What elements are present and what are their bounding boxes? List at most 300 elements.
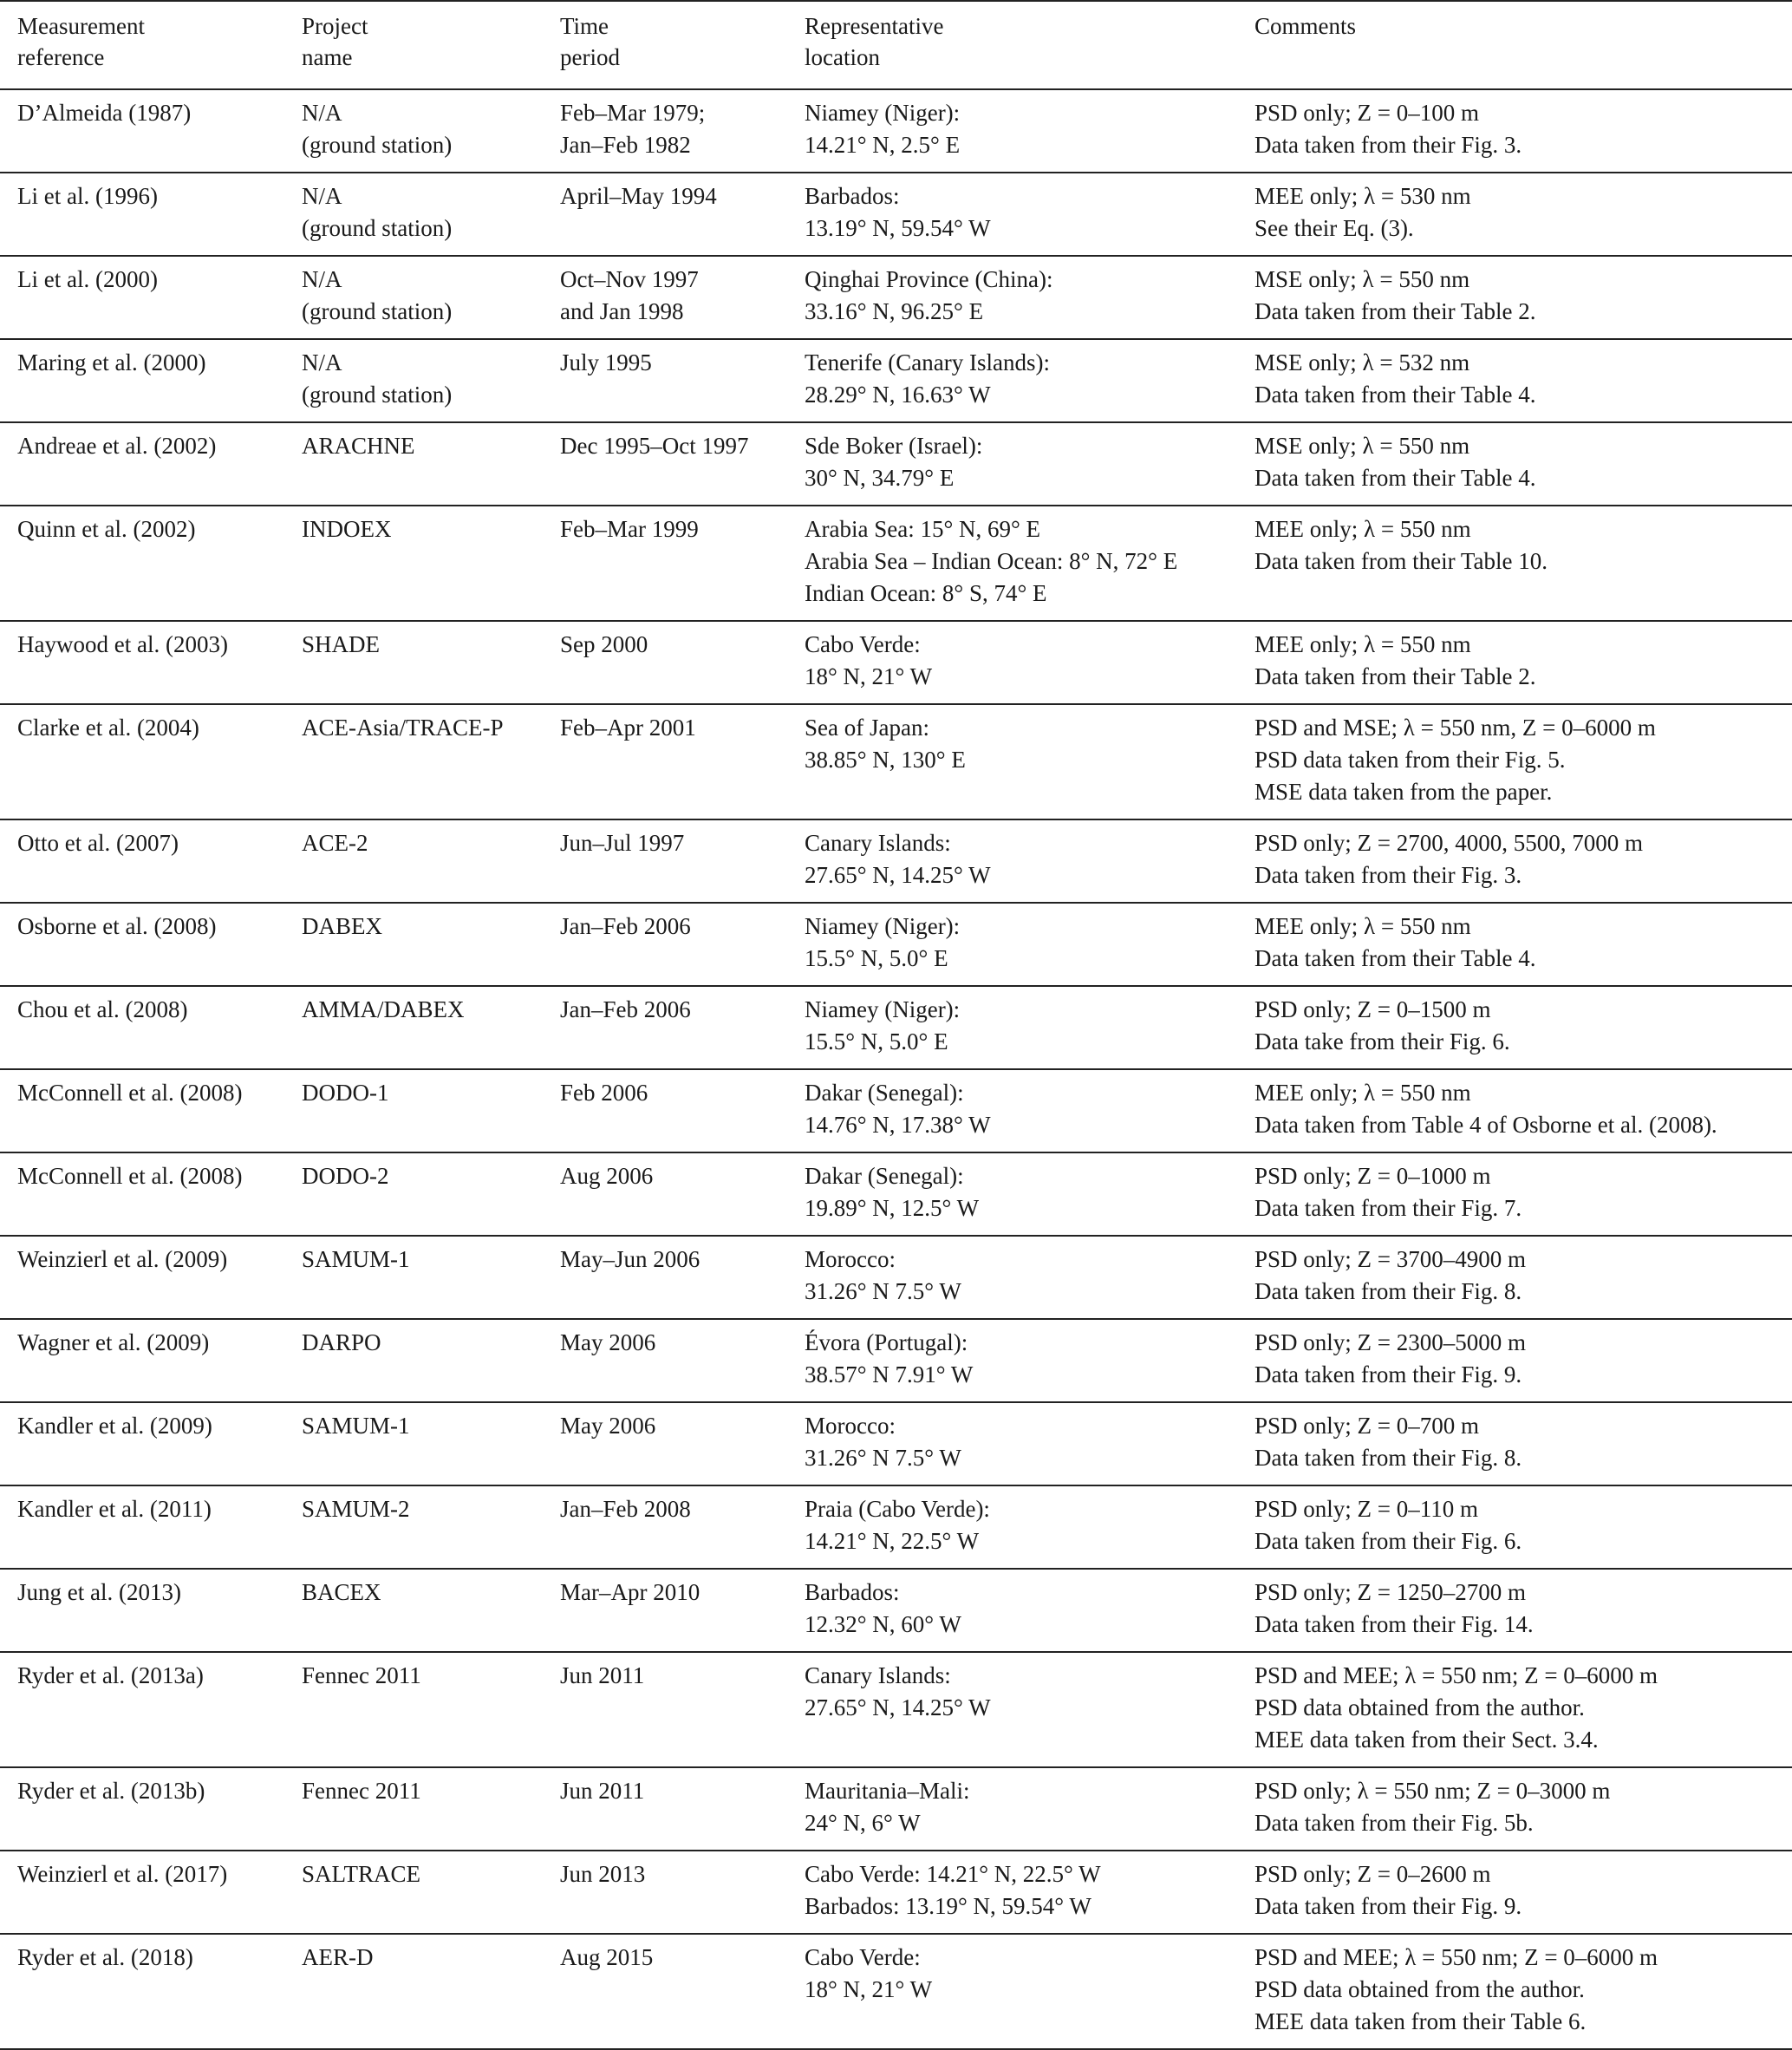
cell-location-line: Niamey (Niger):: [805, 100, 961, 126]
cell-comments: [1237, 704, 1792, 819]
cell-project-name-line: N/A: [302, 100, 342, 126]
cell-time-period-line: Jan–Feb 1982: [560, 132, 691, 158]
cell-project-name: [284, 819, 543, 903]
header-representative-location: [787, 1, 1237, 89]
cell-time-period-line: April–May 1994: [560, 183, 717, 209]
cell-reference-text: Otto et al. (2007): [17, 830, 179, 856]
cell-location: [787, 704, 1237, 819]
table-row: [0, 1319, 1792, 1402]
cell-reference: [0, 1569, 284, 1652]
cell-time-period: [543, 1934, 787, 2049]
cell-comments-line: Data take from their Fig. 6.: [1254, 1028, 1510, 1054]
cell-location-line: 27.65° N, 14.25° W: [805, 1694, 991, 1720]
cell-time-period-line: Jan–Feb 2006: [560, 996, 691, 1022]
header-measurement-reference: [0, 1, 284, 89]
cell-project-name-line: (ground station): [302, 215, 453, 241]
table-row: [0, 1485, 1792, 1569]
cell-comments-line: PSD only; Z = 2700, 4000, 5500, 7000 m: [1254, 830, 1644, 856]
cell-time-period-line: July 1995: [560, 349, 652, 375]
cell-comments-line: MSE only; λ = 550 nm: [1254, 433, 1470, 459]
cell-location-line: 19.89° N, 12.5° W: [805, 1195, 980, 1221]
cell-time-period: [543, 621, 787, 704]
cell-time-period-line: Feb–Mar 1979;: [560, 100, 706, 126]
cell-reference: [0, 1319, 284, 1402]
table-row: [0, 819, 1792, 903]
cell-comments-line: Data taken from their Table 4.: [1254, 465, 1536, 491]
table-row: [0, 1152, 1792, 1236]
cell-reference: [0, 422, 284, 506]
table-row: [0, 1767, 1792, 1851]
cell-time-period: [543, 256, 787, 339]
cell-project-name: [284, 1569, 543, 1652]
cell-project-name: [284, 89, 543, 173]
cell-time-period: [543, 1485, 787, 1569]
cell-time-period: [543, 819, 787, 903]
cell-reference: [0, 173, 284, 256]
cell-project-name-line: SAMUM-1: [302, 1246, 410, 1272]
cell-comments: [1237, 1767, 1792, 1851]
cell-project-name: [284, 506, 543, 621]
cell-location-line: Niamey (Niger):: [805, 996, 961, 1022]
cell-comments: [1237, 1851, 1792, 1934]
cell-comments: [1237, 986, 1792, 1069]
cell-time-period-line: Sep 2000: [560, 631, 648, 657]
cell-location-line: Canary Islands:: [805, 1662, 951, 1688]
cell-reference-text: Andreae et al. (2002): [17, 433, 217, 459]
table-row: [0, 986, 1792, 1069]
cell-time-period-line: May 2006: [560, 1329, 656, 1355]
cell-reference: [0, 1236, 284, 1319]
header-line: Comments: [1254, 13, 1357, 39]
cell-reference: [0, 1485, 284, 1569]
cell-location-line: Arabia Sea: 15° N, 69° E: [805, 516, 1041, 542]
cell-project-name-line: ACE-Asia/TRACE-P: [302, 715, 504, 741]
table-header: [0, 1, 1792, 89]
cell-reference-text: Ryder et al. (2013a): [17, 1662, 204, 1688]
cell-time-period-line: Jun–Jul 1997: [560, 830, 685, 856]
cell-project-name-line: AER-D: [302, 1944, 374, 1970]
cell-comments-line: PSD only; Z = 3700–4900 m: [1254, 1246, 1527, 1272]
cell-reference-text: Li et al. (2000): [17, 266, 158, 292]
cell-location-line: Barbados:: [805, 1579, 900, 1605]
cell-location-line: 38.85° N, 130° E: [805, 747, 966, 773]
cell-project-name: [284, 1934, 543, 2049]
cell-location-line: Morocco:: [805, 1413, 896, 1439]
cell-reference: [0, 1069, 284, 1152]
cell-project-name-line: SAMUM-2: [302, 1496, 410, 1522]
cell-location: [787, 1402, 1237, 1485]
cell-comments-line: PSD data taken from their Fig. 5.: [1254, 747, 1566, 773]
table-row: [0, 339, 1792, 422]
cell-project-name-line: DODO-1: [302, 1080, 389, 1106]
cell-location: [787, 339, 1237, 422]
cell-location: [787, 256, 1237, 339]
cell-comments: [1237, 422, 1792, 506]
cell-reference-text: Ryder et al. (2013b): [17, 1778, 205, 1804]
cell-location: [787, 903, 1237, 986]
table-row: [0, 1851, 1792, 1934]
cell-location: [787, 621, 1237, 704]
header-project-name: [284, 1, 543, 89]
cell-reference-text: McConnell et al. (2008): [17, 1163, 243, 1189]
cell-reference: [0, 1402, 284, 1485]
header-line: reference: [17, 44, 105, 70]
cell-time-period-line: and Jan 1998: [560, 298, 684, 324]
cell-project-name-line: N/A: [302, 349, 342, 375]
cell-comments-line: Data taken from their Table 4.: [1254, 382, 1536, 408]
cell-location-line: 30° N, 34.79° E: [805, 465, 955, 491]
table-row: [0, 173, 1792, 256]
cell-comments-line: MSE only; λ = 532 nm: [1254, 349, 1470, 375]
cell-location-line: 14.21° N, 2.5° E: [805, 132, 961, 158]
cell-project-name: [284, 422, 543, 506]
cell-location-line: Sea of Japan:: [805, 715, 929, 741]
cell-comments-line: MSE data taken from the paper.: [1254, 779, 1553, 805]
cell-comments: [1237, 819, 1792, 903]
cell-comments-line: PSD only; Z = 2300–5000 m: [1254, 1329, 1527, 1355]
cell-comments-line: Data taken from their Fig. 9.: [1254, 1361, 1522, 1387]
cell-location: [787, 1236, 1237, 1319]
cell-comments: [1237, 1569, 1792, 1652]
cell-location: [787, 1851, 1237, 1934]
cell-time-period: [543, 1569, 787, 1652]
cell-time-period: [543, 506, 787, 621]
cell-location: [787, 1569, 1237, 1652]
cell-location-line: Barbados:: [805, 183, 900, 209]
cell-reference: [0, 621, 284, 704]
cell-comments: [1237, 903, 1792, 986]
cell-time-period: [543, 1767, 787, 1851]
table-row: [0, 89, 1792, 173]
cell-reference: [0, 986, 284, 1069]
cell-project-name-line: DARPO: [302, 1329, 381, 1355]
table-row: [0, 704, 1792, 819]
cell-reference: [0, 704, 284, 819]
cell-reference-text: Osborne et al. (2008): [17, 913, 217, 939]
cell-comments: [1237, 621, 1792, 704]
cell-comments: [1237, 506, 1792, 621]
cell-location: [787, 1485, 1237, 1569]
cell-comments: [1237, 1402, 1792, 1485]
cell-reference: [0, 339, 284, 422]
cell-time-period-line: Aug 2015: [560, 1944, 654, 1970]
cell-project-name-line: INDOEX: [302, 516, 392, 542]
cell-location: [787, 506, 1237, 621]
cell-comments-line: MEE data taken from their Table 6.: [1254, 2008, 1587, 2034]
cell-comments-line: PSD only; Z = 0–100 m: [1254, 100, 1480, 126]
cell-location-line: 31.26° N 7.5° W: [805, 1278, 961, 1304]
cell-comments: [1237, 1319, 1792, 1402]
cell-comments: [1237, 1152, 1792, 1236]
cell-location-line: Arabia Sea – Indian Ocean: 8° N, 72° E: [805, 548, 1178, 574]
cell-location: [787, 819, 1237, 903]
cell-reference: [0, 256, 284, 339]
table-row: [0, 506, 1792, 621]
cell-comments-line: Data taken from their Table 2.: [1254, 298, 1536, 324]
cell-project-name-line: (ground station): [302, 132, 453, 158]
cell-comments: [1237, 1934, 1792, 2049]
cell-location: [787, 1069, 1237, 1152]
cell-time-period-line: Jun 2011: [560, 1778, 645, 1804]
cell-project-name: [284, 621, 543, 704]
cell-location: [787, 1934, 1237, 2049]
cell-location-line: Dakar (Senegal):: [805, 1163, 964, 1189]
cell-location-line: 31.26° N 7.5° W: [805, 1445, 961, 1471]
cell-project-name-line: DODO-2: [302, 1163, 389, 1189]
cell-time-period: [543, 1319, 787, 1402]
cell-reference-text: Maring et al. (2000): [17, 349, 206, 375]
cell-project-name-line: SALTRACE: [302, 1861, 421, 1887]
cell-project-name: [284, 1485, 543, 1569]
cell-reference: [0, 1652, 284, 1767]
header-line: Time: [560, 13, 609, 39]
cell-reference-text: Jung et al. (2013): [17, 1579, 181, 1605]
cell-reference-text: D’Almeida (1987): [17, 100, 192, 126]
cell-time-period-line: Jan–Feb 2008: [560, 1496, 691, 1522]
cell-time-period: [543, 1652, 787, 1767]
cell-reference: [0, 1934, 284, 2049]
cell-time-period-line: Jan–Feb 2006: [560, 913, 691, 939]
cell-time-period: [543, 1069, 787, 1152]
cell-location-line: 38.57° N 7.91° W: [805, 1361, 974, 1387]
cell-time-period-line: Aug 2006: [560, 1163, 654, 1189]
cell-time-period: [543, 422, 787, 506]
cell-comments: [1237, 1236, 1792, 1319]
cell-reference-text: Haywood et al. (2003): [17, 631, 228, 657]
cell-project-name: [284, 1152, 543, 1236]
cell-location-line: 18° N, 21° W: [805, 663, 933, 689]
table-row: [0, 621, 1792, 704]
cell-comments-line: Data taken from their Table 2.: [1254, 663, 1536, 689]
cell-location-line: Tenerife (Canary Islands):: [805, 349, 1050, 375]
cell-comments-line: Data taken from their Fig. 3.: [1254, 862, 1522, 888]
cell-project-name: [284, 986, 543, 1069]
cell-time-period-line: Jun 2011: [560, 1662, 645, 1688]
cell-project-name: [284, 903, 543, 986]
cell-time-period-line: May–Jun 2006: [560, 1246, 701, 1272]
cell-reference-text: Kandler et al. (2011): [17, 1496, 212, 1522]
cell-project-name-line: ACE-2: [302, 830, 368, 856]
cell-location-line: 18° N, 21° W: [805, 1976, 933, 2002]
cell-project-name-line: AMMA/DABEX: [302, 996, 465, 1022]
cell-comments-line: Data taken from Table 4 of Osborne et al. (2008).: [1254, 1112, 1717, 1138]
cell-time-period: [543, 339, 787, 422]
cell-time-period-line: Oct–Nov 1997: [560, 266, 699, 292]
cell-location-line: Mauritania–Mali:: [805, 1778, 970, 1804]
cell-location-line: 13.19° N, 59.54° W: [805, 215, 991, 241]
cell-comments-line: PSD only; Z = 0–700 m: [1254, 1413, 1480, 1439]
cell-comments-line: MEE only; λ = 530 nm: [1254, 183, 1471, 209]
cell-location-line: 14.76° N, 17.38° W: [805, 1112, 991, 1138]
cell-location: [787, 422, 1237, 506]
cell-project-name-line: (ground station): [302, 298, 453, 324]
cell-project-name-line: DABEX: [302, 913, 382, 939]
cell-project-name-line: Fennec 2011: [302, 1778, 421, 1804]
cell-location-line: Cabo Verde:: [805, 1944, 921, 1970]
cell-comments-line: MEE only; λ = 550 nm: [1254, 1080, 1471, 1106]
cell-comments-line: PSD data obtained from the author.: [1254, 1976, 1585, 2002]
cell-comments-line: Data taken from their Fig. 8.: [1254, 1278, 1522, 1304]
cell-comments: [1237, 1069, 1792, 1152]
cell-comments-line: PSD and MSE; λ = 550 nm, Z = 0–6000 m: [1254, 715, 1656, 741]
cell-reference: [0, 1767, 284, 1851]
cell-time-period-line: Feb 2006: [560, 1080, 648, 1106]
cell-project-name: [284, 256, 543, 339]
cell-location-line: Indian Ocean: 8° S, 74° E: [805, 580, 1047, 606]
cell-comments-line: Data taken from their Fig. 7.: [1254, 1195, 1522, 1221]
cell-time-period: [543, 986, 787, 1069]
cell-project-name-line: Fennec 2011: [302, 1662, 421, 1688]
cell-time-period-line: May 2006: [560, 1413, 656, 1439]
cell-comments-line: Data taken from their Fig. 5b.: [1254, 1810, 1534, 1836]
cell-location-line: 33.16° N, 96.25° E: [805, 298, 984, 324]
cell-project-name-line: SAMUM-1: [302, 1413, 410, 1439]
cell-time-period: [543, 903, 787, 986]
cell-time-period: [543, 173, 787, 256]
cell-location-line: Qinghai Province (China):: [805, 266, 1053, 292]
header-line: period: [560, 44, 620, 70]
cell-comments-line: See their Eq. (3).: [1254, 215, 1414, 241]
cell-comments-line: Data taken from their Fig. 3.: [1254, 132, 1522, 158]
cell-reference: [0, 903, 284, 986]
cell-comments-line: PSD data obtained from the author.: [1254, 1694, 1585, 1720]
cell-time-period-line: Jun 2013: [560, 1861, 646, 1887]
cell-project-name: [284, 704, 543, 819]
table-row: [0, 1069, 1792, 1152]
cell-time-period-line: Feb–Apr 2001: [560, 715, 696, 741]
cell-location-line: Sde Boker (Israel):: [805, 433, 983, 459]
cell-comments-line: Data taken from their Fig. 9.: [1254, 1893, 1522, 1919]
cell-comments-line: PSD and MEE; λ = 550 nm; Z = 0–6000 m: [1254, 1662, 1658, 1688]
cell-project-name-line: BACEX: [302, 1579, 381, 1605]
cell-project-name: [284, 1319, 543, 1402]
cell-location-line: 24° N, 6° W: [805, 1810, 921, 1836]
cell-project-name-line: N/A: [302, 183, 342, 209]
header-line: name: [302, 44, 353, 70]
cell-comments-line: MEE only; λ = 550 nm: [1254, 631, 1471, 657]
cell-time-period-line: Dec 1995–Oct 1997: [560, 433, 749, 459]
cell-location: [787, 1652, 1237, 1767]
cell-comments-line: MEE data taken from their Sect. 3.4.: [1254, 1727, 1599, 1753]
cell-location-line: Barbados: 13.19° N, 59.54° W: [805, 1893, 1091, 1919]
cell-comments-line: PSD only; λ = 550 nm; Z = 0–3000 m: [1254, 1778, 1611, 1804]
cell-comments: [1237, 339, 1792, 422]
cell-project-name-line: N/A: [302, 266, 342, 292]
cell-location-line: Morocco:: [805, 1246, 896, 1272]
cell-location-line: Niamey (Niger):: [805, 913, 961, 939]
cell-time-period: [543, 1402, 787, 1485]
table-row: [0, 1569, 1792, 1652]
cell-comments-line: MSE only; λ = 550 nm: [1254, 266, 1470, 292]
cell-comments-line: PSD only; Z = 0–1000 m: [1254, 1163, 1491, 1189]
cell-project-name-line: SHADE: [302, 631, 381, 657]
cell-location-line: Canary Islands:: [805, 830, 951, 856]
header-line: Measurement: [17, 13, 145, 39]
cell-reference: [0, 1152, 284, 1236]
cell-location: [787, 173, 1237, 256]
header-comments: [1237, 1, 1792, 89]
cell-reference: [0, 506, 284, 621]
cell-project-name: [284, 1652, 543, 1767]
cell-location-line: Cabo Verde:: [805, 631, 921, 657]
cell-location-line: Dakar (Senegal):: [805, 1080, 964, 1106]
table-row: [0, 256, 1792, 339]
cell-location: [787, 1152, 1237, 1236]
cell-comments-line: Data taken from their Fig. 14.: [1254, 1611, 1534, 1637]
cell-project-name: [284, 1069, 543, 1152]
cell-reference-text: Weinzierl et al. (2017): [17, 1861, 228, 1887]
cell-reference: [0, 819, 284, 903]
cell-reference-text: Clarke et al. (2004): [17, 715, 199, 741]
header-time-period: [543, 1, 787, 89]
cell-comments-line: Data taken from their Table 4.: [1254, 945, 1536, 971]
table-body: [0, 89, 1792, 2049]
cell-comments-line: Data taken from their Fig. 8.: [1254, 1445, 1522, 1471]
cell-comments-line: Data taken from their Table 10.: [1254, 548, 1548, 574]
header-line: location: [805, 44, 880, 70]
cell-location-line: 28.29° N, 16.63° W: [805, 382, 991, 408]
cell-location-line: 27.65° N, 14.25° W: [805, 862, 991, 888]
cell-location-line: 15.5° N, 5.0° E: [805, 1028, 948, 1054]
cell-reference-text: Li et al. (1996): [17, 183, 158, 209]
cell-comments: [1237, 1485, 1792, 1569]
cell-time-period: [543, 704, 787, 819]
cell-time-period-line: Mar–Apr 2010: [560, 1579, 701, 1605]
header-line: Representative: [805, 13, 944, 39]
cell-comments-line: Data taken from their Fig. 6.: [1254, 1528, 1522, 1554]
cell-comments-line: MEE only; λ = 550 nm: [1254, 516, 1471, 542]
cell-time-period: [543, 1152, 787, 1236]
cell-reference-text: Ryder et al. (2018): [17, 1944, 193, 1970]
cell-project-name: [284, 1851, 543, 1934]
cell-comments-line: MEE only; λ = 550 nm: [1254, 913, 1471, 939]
cell-comments: [1237, 1652, 1792, 1767]
cell-comments: [1237, 89, 1792, 173]
cell-comments: [1237, 173, 1792, 256]
cell-location: [787, 1319, 1237, 1402]
table-row: [0, 1402, 1792, 1485]
table-row: [0, 1236, 1792, 1319]
table-row: [0, 422, 1792, 506]
cell-reference-text: Chou et al. (2008): [17, 996, 188, 1022]
cell-project-name: [284, 1767, 543, 1851]
cell-comments-line: PSD only; Z = 0–2600 m: [1254, 1861, 1491, 1887]
cell-location: [787, 986, 1237, 1069]
header-line: Project: [302, 13, 368, 39]
cell-location-line: Praia (Cabo Verde):: [805, 1496, 990, 1522]
cell-location: [787, 1767, 1237, 1851]
cell-comments-line: PSD only; Z = 0–1500 m: [1254, 996, 1491, 1022]
cell-location: [787, 89, 1237, 173]
cell-reference: [0, 1851, 284, 1934]
cell-reference-text: McConnell et al. (2008): [17, 1080, 243, 1106]
cell-reference-text: Kandler et al. (2009): [17, 1413, 212, 1439]
cell-comments-line: PSD only; Z = 0–110 m: [1254, 1496, 1479, 1522]
cell-time-period: [543, 89, 787, 173]
header-row: [0, 1, 1792, 89]
cell-time-period: [543, 1851, 787, 1934]
cell-comments-line: PSD and MEE; λ = 550 nm; Z = 0–6000 m: [1254, 1944, 1658, 1970]
cell-time-period: [543, 1236, 787, 1319]
cell-location-line: 15.5° N, 5.0° E: [805, 945, 948, 971]
cell-project-name-line: ARACHNE: [302, 433, 415, 459]
cell-project-name: [284, 339, 543, 422]
cell-project-name: [284, 1402, 543, 1485]
cell-project-name: [284, 1236, 543, 1319]
cell-location-line: 14.21° N, 22.5° W: [805, 1528, 980, 1554]
cell-comments: [1237, 256, 1792, 339]
table-row: [0, 1934, 1792, 2049]
